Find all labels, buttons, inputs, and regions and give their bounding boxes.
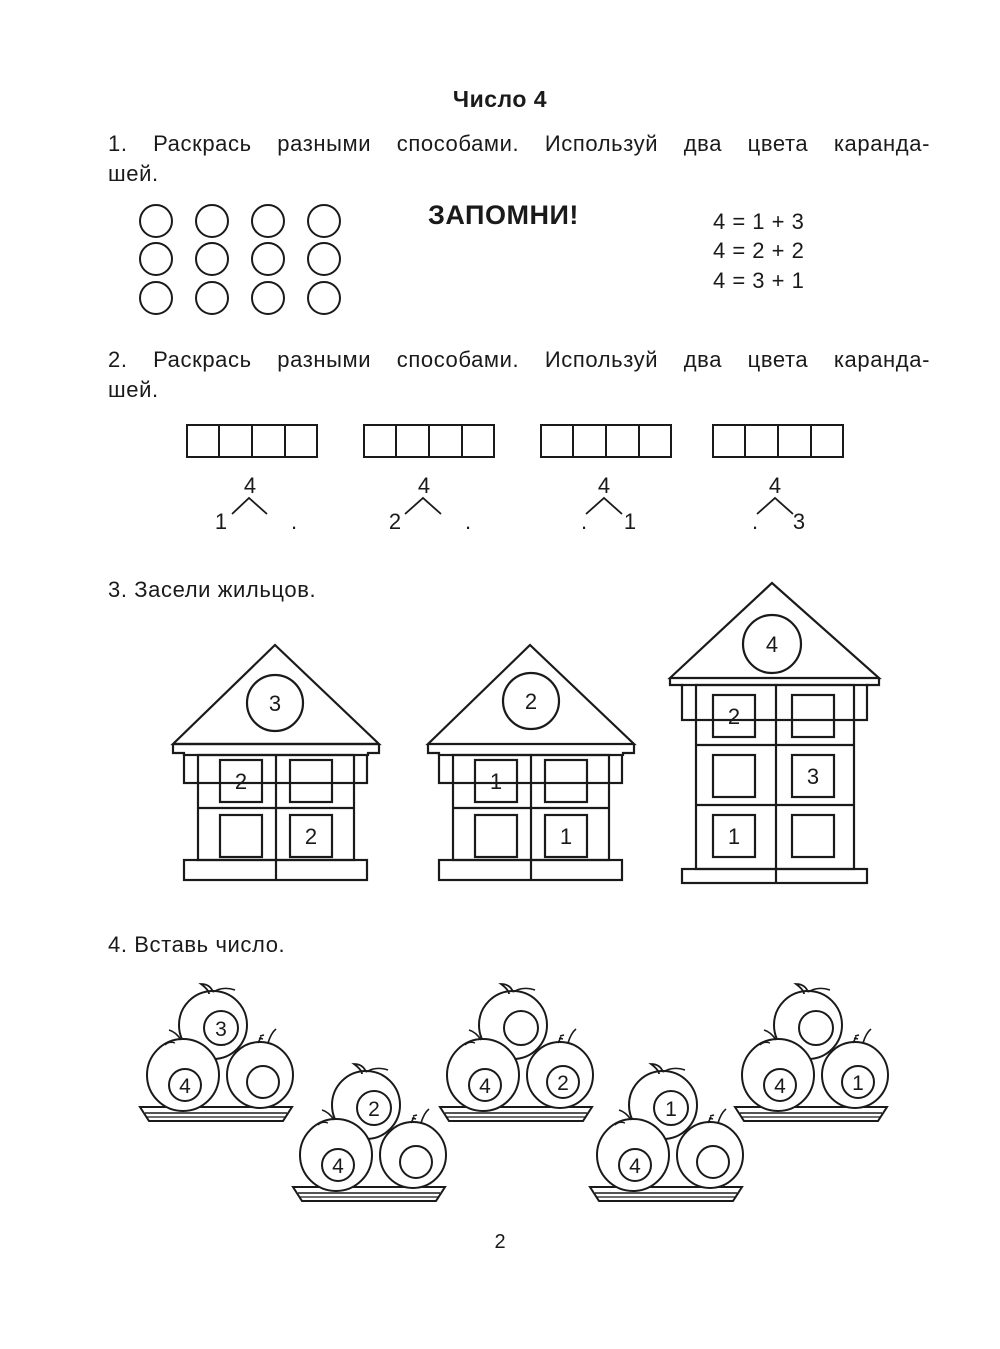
task2-text [108,345,930,405]
coloring-square[interactable] [541,425,573,457]
apple-number-left: 4 [332,1155,344,1178]
decomposition-left: 1 [214,509,228,534]
decomposition-left: . [751,509,759,534]
coloring-square[interactable] [778,425,811,457]
window-box[interactable] [792,695,834,737]
house [670,583,879,883]
basket[interactable] [293,1064,446,1201]
coloring-circle[interactable] [308,243,340,275]
decompositions [200,470,820,540]
coloring-circle[interactable] [308,205,340,237]
coloring-square[interactable] [639,425,671,457]
apple-number-left: 4 [179,1075,191,1098]
window-number: 1 [727,824,741,849]
apple-number-left: 4 [774,1075,786,1098]
basket[interactable] [735,984,888,1121]
decomposition-left: . [580,509,588,534]
window-number: 1 [559,824,573,849]
house [428,645,634,880]
task1-text [108,129,930,189]
apple-baskets [130,965,910,1215]
window-number: 2 [727,704,741,729]
remember-heading: ЗАПОМНИ! [428,200,579,230]
apple-number-top: 2 [368,1098,380,1121]
window-box[interactable] [475,815,517,857]
decomposition-right: 1 [623,509,637,534]
coloring-square[interactable] [745,425,778,457]
decomposition-right: 3 [792,509,806,534]
window-number: 2 [234,769,248,794]
coloring-circle[interactable] [140,282,172,314]
circles-grid [130,200,350,320]
coloring-square[interactable] [713,425,745,457]
roof-number: 2 [524,689,538,714]
coloring-square[interactable] [811,425,843,457]
page-title: Число 4 [452,86,548,112]
coloring-square[interactable] [187,425,219,457]
coloring-circle[interactable] [196,205,228,237]
coloring-square[interactable] [462,425,494,457]
square-strip [713,425,843,457]
decomposition-top: 4 [417,473,431,498]
window-number: 2 [304,824,318,849]
houses [160,575,895,895]
coloring-square[interactable] [219,425,252,457]
coloring-square[interactable] [285,425,317,457]
window-box[interactable] [792,815,834,857]
window-box[interactable] [713,755,755,797]
coloring-square[interactable] [606,425,639,457]
coloring-circle[interactable] [140,243,172,275]
window-number: 3 [806,764,820,789]
decomposition-right: . [464,509,472,534]
square-strip [364,425,494,457]
coloring-square[interactable] [364,425,396,457]
task4-text: 4. Вставь число. [108,932,286,957]
square-strip [541,425,671,457]
window-box[interactable] [290,760,332,802]
apple-number-top: 3 [215,1018,227,1041]
decomposition-right: . [290,509,298,534]
coloring-circle[interactable] [252,205,284,237]
task1-line1: 1. Раскрась разными способами. Используй два цвета каранда- [108,131,930,156]
roof-number: 3 [268,691,282,716]
window-box[interactable] [220,815,262,857]
coloring-square[interactable] [252,425,285,457]
task1-line2: шей. [108,161,159,186]
coloring-square[interactable] [573,425,606,457]
remember-equation: 4 = 2 + 2 [713,238,805,263]
apple-number-left: 4 [629,1155,641,1178]
remember-equation: 4 = 1 + 3 [713,209,805,234]
window-box[interactable] [545,760,587,802]
decomposition-left: 2 [388,509,402,534]
apple-number-right: 1 [852,1072,864,1095]
page-number: 2 [494,1231,506,1253]
apple-number-left: 4 [479,1075,491,1098]
window-number: 1 [489,769,503,794]
task3-text: 3. Засели жильцов. [108,577,317,602]
coloring-circle[interactable] [196,243,228,275]
coloring-circle[interactable] [140,205,172,237]
square-strips [180,420,850,465]
basket[interactable] [440,984,593,1121]
square-strip [187,425,317,457]
roof-number: 4 [765,632,779,657]
coloring-square[interactable] [396,425,429,457]
task2-line2: шей. [108,377,159,402]
coloring-circle[interactable] [308,282,340,314]
decomposition-top: 4 [768,473,782,498]
coloring-circle[interactable] [252,282,284,314]
apple-number-top: 1 [665,1098,677,1121]
apple-number-right: 2 [557,1072,569,1095]
basket[interactable] [140,984,293,1121]
decomposition-top: 4 [597,473,611,498]
coloring-circle[interactable] [252,243,284,275]
house [173,645,379,880]
decomposition-top: 4 [243,473,257,498]
task2-line1: 2. Раскрась разными способами. Используй два цвета каранда- [108,347,930,372]
basket[interactable] [590,1064,743,1201]
coloring-circle[interactable] [196,282,228,314]
coloring-square[interactable] [429,425,462,457]
remember-equation: 4 = 3 + 1 [713,268,805,293]
